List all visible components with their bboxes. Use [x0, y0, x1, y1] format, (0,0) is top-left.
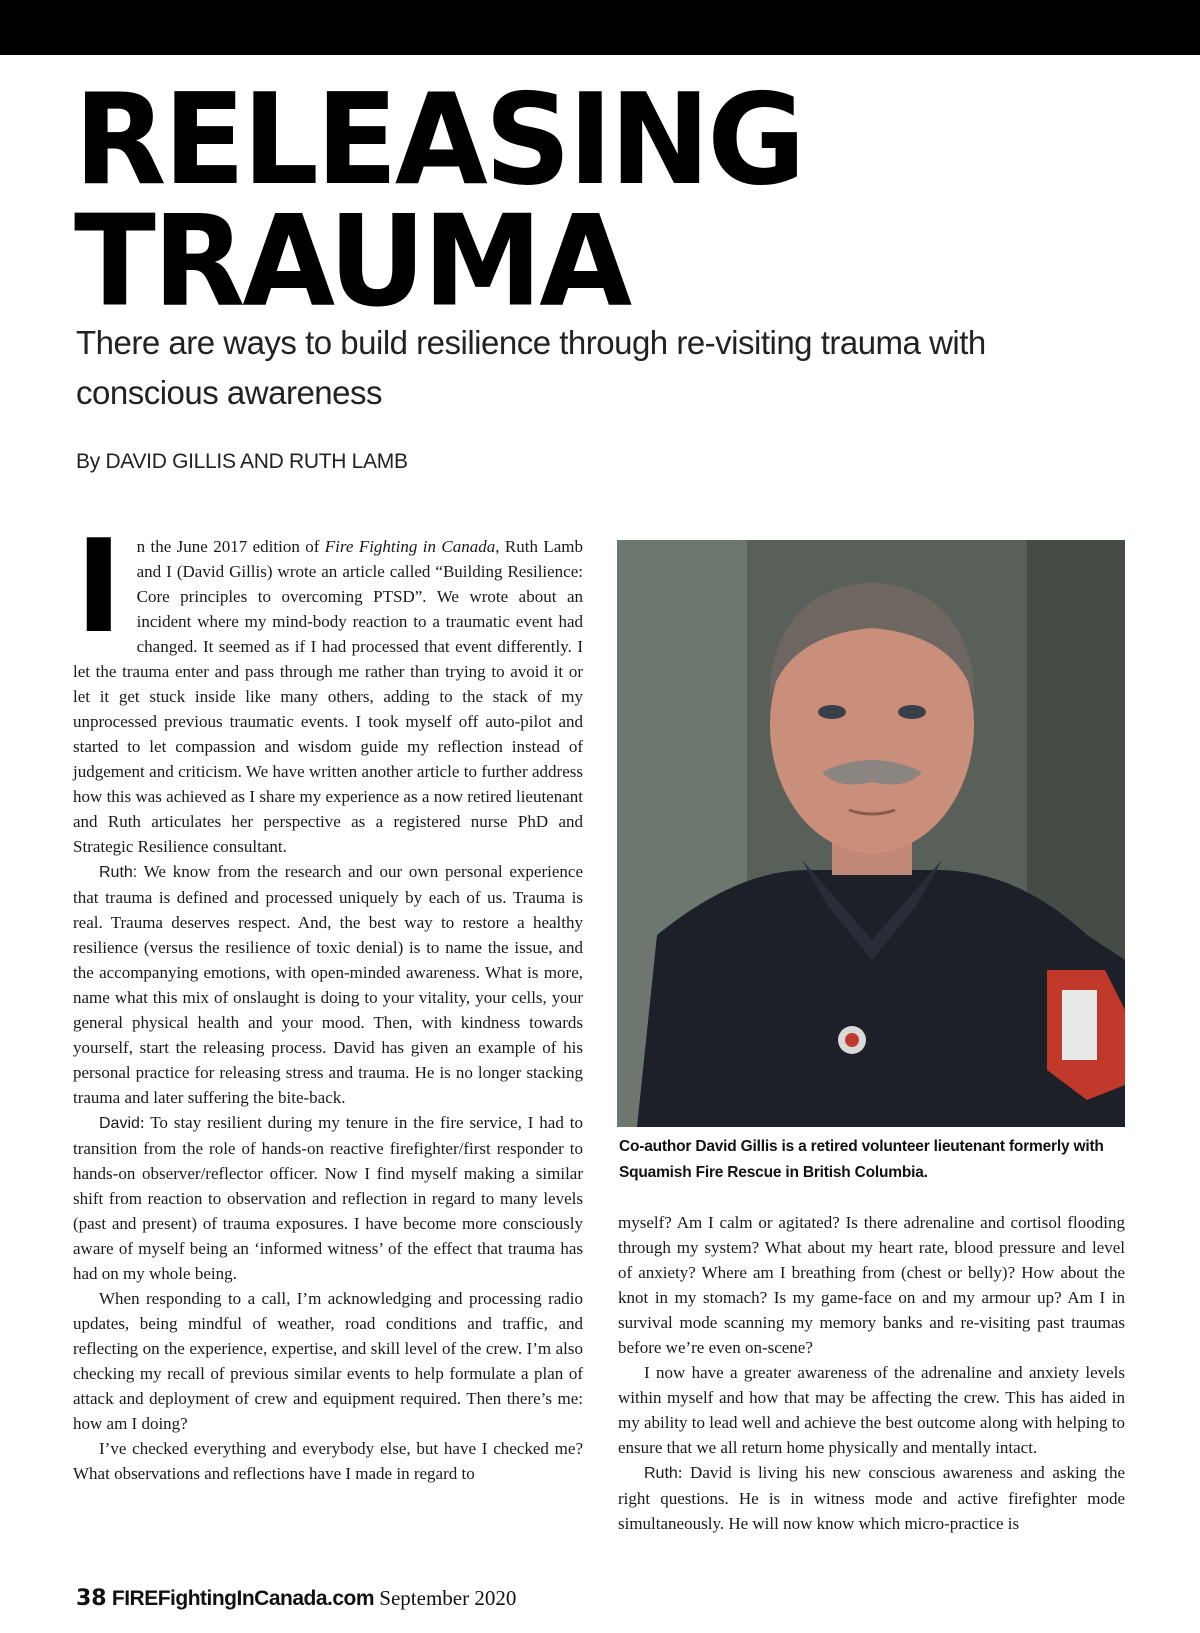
photo-caption: Co-author David Gillis is a retired volunteer lieutenant formerly with Squamish Fire Rescue in British Columbia.	[619, 1138, 1104, 1181]
paragraph-david	[73, 1110, 583, 1286]
page-number: 38	[76, 1586, 107, 1611]
paragraph-text: We know from the research and our own personal experience that trauma is defined and processed uniquely by each of us. Trauma is real. Trauma deserves respect. And, the best way to restore a healthy resilience (versus the resilience of toxic denial) is to name the issue, and the accompanying emotions, with open-minded awareness. What is more, name what this mix of onslaught is doing to your vitality, your cells, your general physical health and your mood. Then, with kindness towards yourself, start the releasing process. David has given an example of his personal practice for releasing stress and trauma. He is no longer stacking trauma and later suffering the bite-back.	[73, 862, 583, 1107]
headline-line-2: TRAUMA	[74, 189, 630, 336]
speaker-label: David	[99, 1115, 140, 1132]
drop-cap: I	[75, 513, 123, 662]
intro-text-b: , Ruth Lamb and I (David Gillis) wrote an article called “Building Resilience: Core principles to overcoming PTSD”. We wrote about an incident where my mind-body reaction to a traumatic event had changed. It seemed as if I had processed that event differently. I let the trauma enter and pass through me rather than trying to avoid it or let it get stuck inside like many others, adding to the stack of my unprocessed previous traumatic events. I took myself off auto-pilot and started to let compassion and wisdom guide my reflection instead of judgement and criticism. We have written another article to further address how this was achieved as I share my experience as a now retired lieutenant and Ruth articulates her perspective as a registered nurse PhD and Strategic Resilience consultant.	[73, 537, 583, 856]
paragraph-text: : David is living his new conscious awareness and asking the right questions. He is in witness mode and active firefighter mode simultaneously. He will now know which micro-practice is	[618, 1463, 1125, 1533]
byline: By DAVID GILLIS AND RUTH LAMB	[76, 450, 408, 473]
right-text-column	[618, 1210, 1125, 1536]
author-photo	[617, 540, 1125, 1127]
paragraph-call-response: When responding to a call, I’m acknowledging and processing radio updates, being mindful of weather, road conditions and traffic, and reflecting on the experience, expertise, and skill level of the crew. I’m also checking my recall of previous similar events to help formulate a plan of attack and deployment of crew and equipment required. Then there’s me: how am I doing?	[73, 1289, 583, 1433]
paragraph-ruth-closing	[618, 1460, 1125, 1536]
paragraph-ruth	[73, 859, 583, 1110]
paragraph-continued: myself? Am I calm or agitated? Is there adrenaline and cortisol flooding through my system? What about my heart rate, blood pressure and level of anxiety? Where am I breathing from (chest or belly)? How about the knot in my stomach? Is my game-face on and my armour up? Am I in survival mode scanning my memory banks and re-visiting past traumas before we’re even on-scene?	[618, 1213, 1125, 1357]
page-footer	[76, 1586, 516, 1611]
left-text-column	[73, 513, 583, 1486]
top-black-bar	[0, 0, 1200, 55]
headline-line-1: RELEASING	[74, 67, 803, 214]
intro-text-a: n the June 2017 edition of	[136, 537, 325, 556]
paragraph-text: : To stay resilient during my tenure in the fire service, I had to transition from the role of hands-on reactive firefighter/first responder to hands-on observer/reflector officer. Now I find myself making a similar shift from reaction to observation and reflection in regard to many levels (past and present) of trauma exposures. I have become more consciously aware of myself being an ‘informed witness’ of the effect that trauma has had on my whole being.	[73, 1113, 583, 1283]
issue-date: September 2020	[379, 1586, 517, 1610]
portrait-illustration	[617, 540, 1125, 1127]
speaker-label: Ruth	[644, 1465, 678, 1482]
article-headline	[74, 67, 1134, 336]
magazine-title: Fire Fighting in Canada	[324, 537, 496, 556]
paragraph-intro	[73, 513, 583, 859]
speaker-label: Ruth:	[99, 864, 138, 881]
article-deck: There are ways to build resilience through re-visiting trauma with conscious awareness	[76, 324, 986, 411]
paragraph-awareness: I now have a greater awareness of the adrenaline and anxiety levels within myself and how that may be affecting the crew. This has aided in my ability to lead well and achieve the best outcome along with helping to ensure that we all return home physically and mentally intact.	[618, 1363, 1125, 1457]
paragraph-checked: I’ve checked everything and everybody else, but have I checked me? What observations and reflections have I made in regard to	[73, 1439, 583, 1483]
magazine-website: FIREFightingInCanada.com	[111, 1587, 375, 1610]
